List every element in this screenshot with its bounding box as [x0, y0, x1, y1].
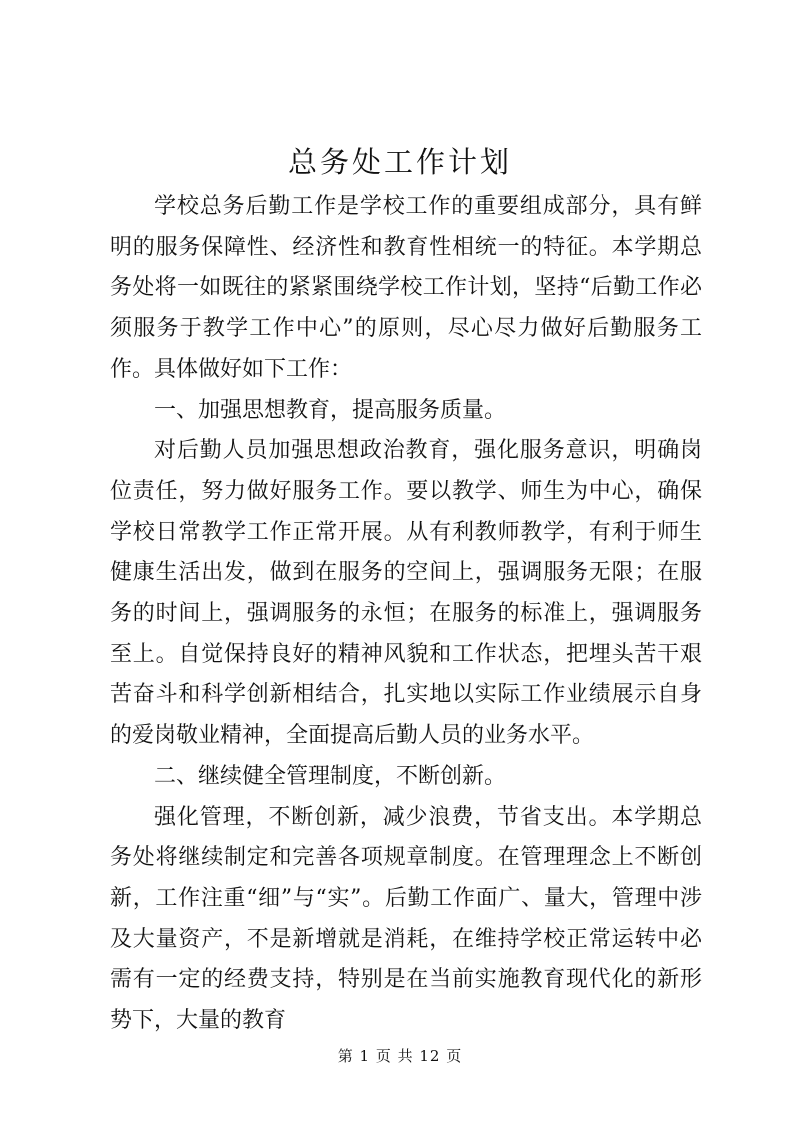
page-number-footer: 第 1 页 共 12 页 [337, 1047, 463, 1065]
document-body [110, 187, 702, 1042]
section-heading-1: 一、加强思想教育，提高服务质量。 [154, 397, 507, 423]
paragraph-section-1: 对后勤人员加强思想政治教育，强化服务意识，明确岗位责任，努力做好服务工作。要以教学、师生为中心，确保学校日常教学工作正常开展。从有利教师教学，有利于师生健康生活出发，做到在服务的空间上，强调服务无限；在服务的时间上，强调服务的永恒；在服务的标准上，强调服务至上。自觉保持良好的精神风貌和工作状态，把埋头苦干艰苦奋斗和科学创新相结合，扎实地以实际工作业绩展示自身的爱岗敬业精神，全面提高后勤人员的业务水平。 [110, 438, 702, 749]
paragraph-section-2: 强化管理，不断创新，减少浪费，节省支出。本学期总务处将继续制定和完善各项规章制度。在管理理念上不断创新，工作注重“细”与“实”。后勤工作面广、量大，管理中涉及大量资产，不是新增就是消耗，在维持学校正常运转中必需有一定的经费支持，特别是在当前实施教育现代化的新形势下，大量的教育 [110, 804, 702, 1034]
document-title: 总务处工作计划 [287, 145, 512, 179]
paragraph-intro: 学校总务后勤工作是学校工作的重要组成部分，具有鲜明的服务保障性、经济性和教育性相统一的特征。本学期总务处将一如既往的紧紧围绕学校工作计划，坚持“后勤工作必须服务于教学工作中心”的原则，尽心尽力做好后勤服务工作。具体做好如下工作： [110, 194, 702, 382]
section-heading-2: 二、继续健全管理制度，不断创新。 [154, 763, 507, 789]
